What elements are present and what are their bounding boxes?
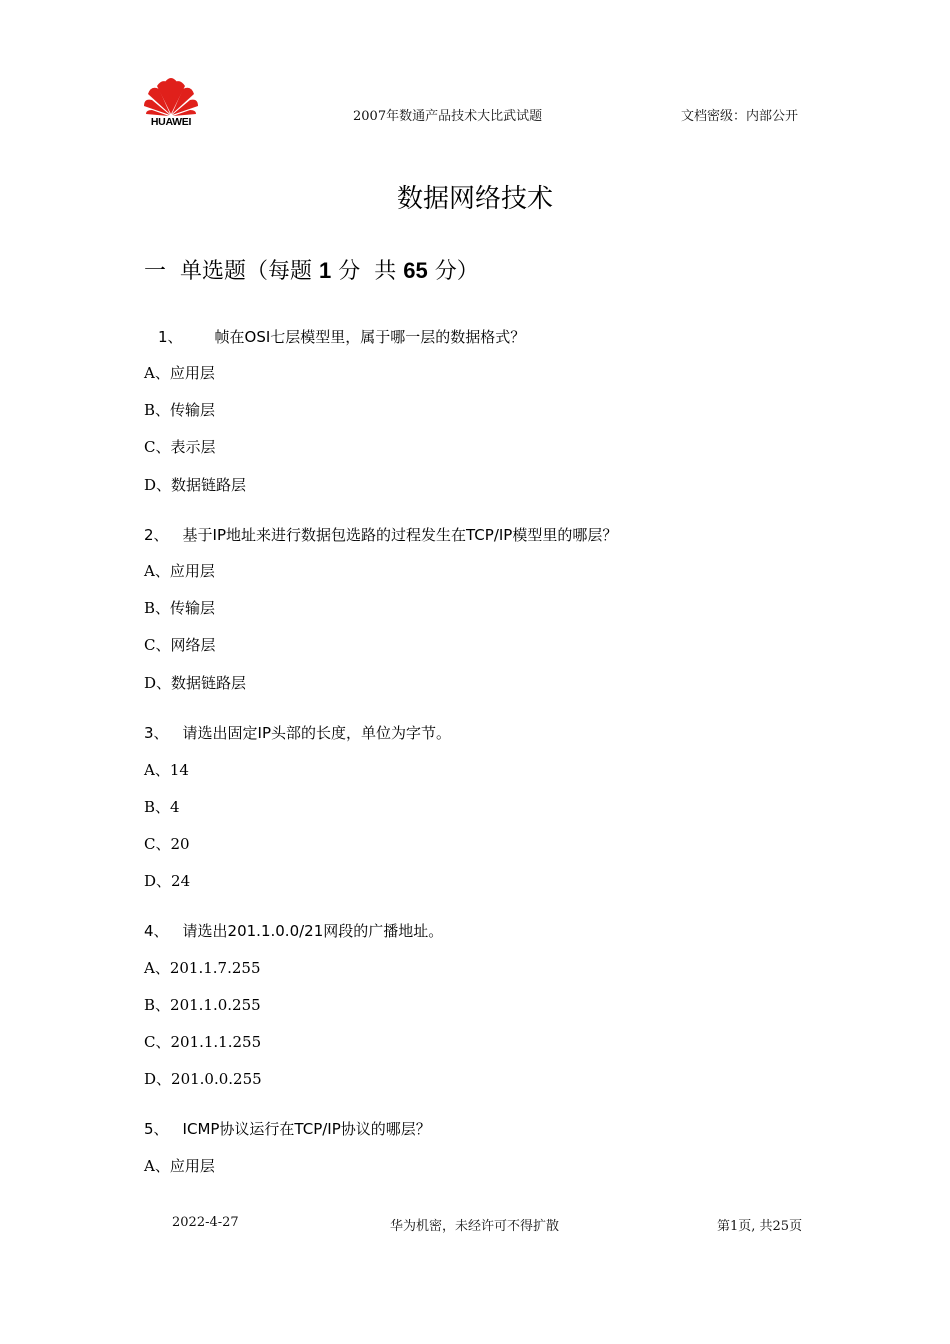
question-number: 3、 bbox=[144, 724, 169, 742]
question-1 bbox=[158, 326, 525, 347]
option: D、24 bbox=[144, 872, 191, 890]
question-5 bbox=[144, 1118, 431, 1139]
option: A、应用层 bbox=[144, 364, 215, 382]
option: C、表示层 bbox=[144, 438, 216, 456]
question-number: 4、 bbox=[144, 922, 169, 940]
header-exam-title: 2007年数通产品技术大比武试题 bbox=[353, 109, 543, 124]
question-text: ICMP协议运行在TCP/IP协议的哪层？ bbox=[182, 1120, 431, 1138]
section-points-per: 1 bbox=[318, 258, 332, 283]
question-3 bbox=[144, 722, 451, 743]
option: B、4 bbox=[144, 798, 180, 816]
question-text: 请选出固定IP头部的长度，单位为字节。 bbox=[182, 724, 452, 742]
option: C、网络层 bbox=[144, 636, 216, 654]
option: A、应用层 bbox=[144, 1157, 215, 1175]
question-text: 请选出201.1.0.0/21网段的广播地址。 bbox=[182, 922, 444, 940]
option: D、数据链路层 bbox=[144, 476, 247, 494]
footer-page-number: 第1页, 共25页 bbox=[717, 1219, 803, 1234]
document-title: 数据网络技术 bbox=[396, 184, 553, 214]
option: C、201.1.1.255 bbox=[144, 1033, 262, 1051]
option: A、14 bbox=[144, 761, 189, 779]
section-suffix: 分） bbox=[427, 259, 479, 284]
question-number: 5、 bbox=[144, 1120, 169, 1138]
section-points-total: 65 bbox=[403, 258, 428, 283]
question-2 bbox=[144, 524, 617, 545]
option: C、20 bbox=[144, 835, 190, 853]
question-text: 基于IP地址来进行数据包选路的过程发生在TCP/IP模型里的哪层？ bbox=[182, 526, 618, 544]
footer-confidential: 华为机密，未经许可不得扩散 bbox=[390, 1219, 560, 1234]
section-prefix: 一 单选题（每题 bbox=[144, 259, 319, 284]
section-heading bbox=[144, 254, 479, 285]
header-classification: 文档密级：内部公开 bbox=[681, 109, 799, 124]
option: B、传输层 bbox=[144, 401, 216, 419]
huawei-petals-icon bbox=[140, 72, 202, 116]
option: D、201.0.0.255 bbox=[144, 1070, 262, 1088]
question-text: 帧在OSI七层模型里，属于哪一层的数据格式？ bbox=[214, 328, 526, 346]
option: A、应用层 bbox=[144, 562, 215, 580]
option: B、传输层 bbox=[144, 599, 216, 617]
option: D、数据链路层 bbox=[144, 674, 247, 692]
question-4 bbox=[144, 920, 443, 941]
question-number: 1、 bbox=[158, 328, 183, 346]
footer-date: 2022-4-27 bbox=[172, 1215, 239, 1230]
question-number: 2、 bbox=[144, 526, 169, 544]
option: B、201.1.0.255 bbox=[144, 996, 261, 1014]
section-mid: 分 共 bbox=[331, 259, 404, 284]
option: A、201.1.7.255 bbox=[144, 959, 261, 977]
logo-wordmark: HUAWEI bbox=[150, 116, 192, 128]
huawei-logo bbox=[140, 72, 202, 130]
